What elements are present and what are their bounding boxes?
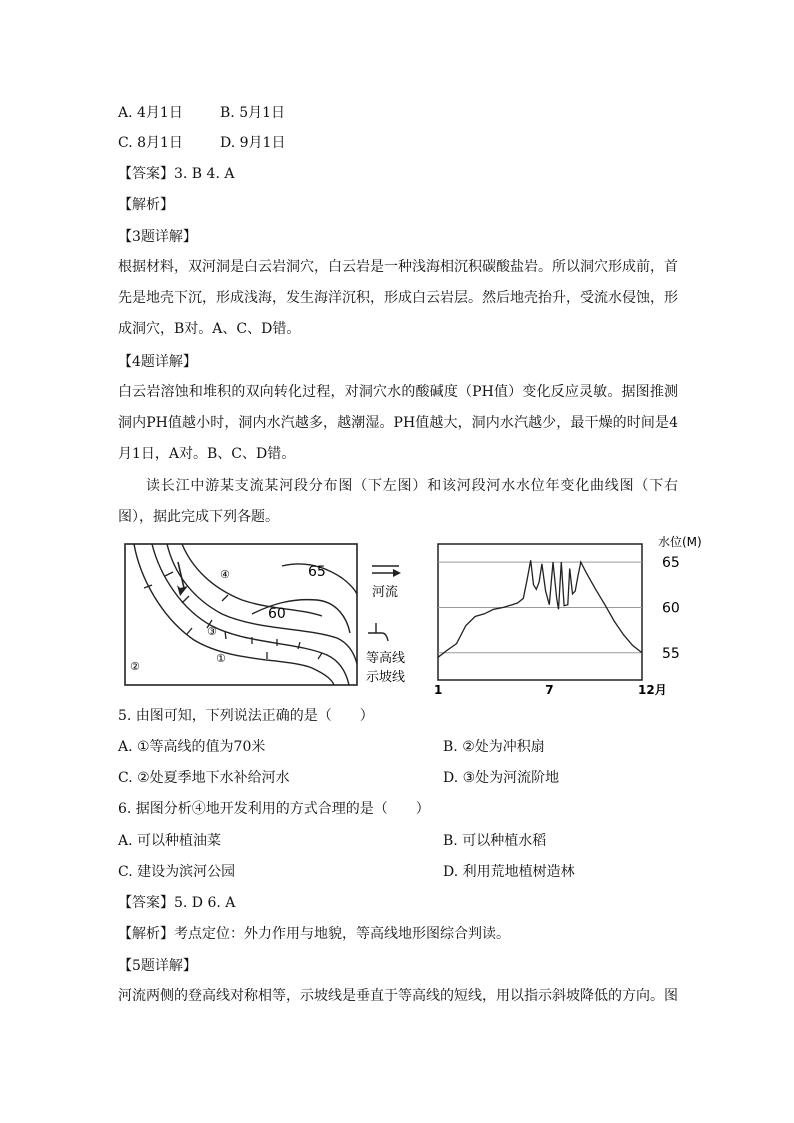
water-level-chart: [430, 532, 702, 697]
map-mark-2: ②: [130, 660, 140, 673]
q5-option-c: C. ②处夏季地下水补给河水: [118, 770, 290, 786]
answer-line-1: 【答案】3. B 4. A: [118, 166, 235, 182]
q4-option-a: A. 4月1日: [118, 105, 183, 121]
q3-detail-heading: 【3题详解】: [118, 229, 197, 245]
y-tick-label: 55: [662, 645, 680, 662]
q6-option-d: D. 利用荒地植树造林: [443, 864, 575, 880]
contour-label-60: 60: [268, 606, 286, 622]
legend-river-label: 河流: [372, 585, 399, 600]
x-tick-label: 1: [434, 683, 443, 697]
q5-option-d: D. ③处为河流阶地: [443, 770, 560, 786]
legend-slope-label: 示坡线: [366, 670, 406, 685]
q5-option-a: A. ①等高线的值为70米: [118, 739, 266, 755]
map-mark-4: ④: [220, 568, 230, 581]
q4-option-b: B. 5月1日: [220, 105, 286, 121]
x-tick-label: 7: [545, 683, 554, 697]
q5-stem: 5. 由图可知，下列说法正确的是（ ）: [118, 708, 374, 724]
q4-detail-text: 白云岩溶蚀和堆积的双向转化过程，对洞穴水的酸碱度（PH值）变化反应灵敏。据图推测洞内PH值越小时，洞内水汽越多，越潮湿。PH值越大，洞内水汽越少，最干燥的时间是4月1日，A对。B、C、D错。: [118, 384, 678, 462]
water-level-series-line: [438, 560, 642, 657]
intro-paragraph: 读长江中游某支流某河段分布图（下左图）和该河段河水水位年变化曲线图（下右图），据此完成下列各题。: [118, 478, 678, 525]
answer-line-2: 【答案】5. D 6. A: [118, 895, 236, 911]
q4-detail-heading: 【4题详解】: [118, 354, 197, 370]
map-mark-1: ①: [216, 652, 226, 665]
contour-label-65: 65: [308, 564, 326, 580]
q5-detail-text: 河流两侧的登高线对称相等，示坡线是垂直于等高线的短线，用以指示斜坡降低的方向。图: [118, 988, 678, 1004]
q5-option-b: B. ②处为冲积扇: [443, 739, 545, 755]
q6-option-a: A. 可以种植油菜: [118, 833, 222, 849]
x-tick-label: 12月: [638, 683, 667, 697]
y-tick-label: 65: [662, 555, 680, 572]
chart-frame: [438, 544, 642, 680]
q4-option-c: C. 8月1日: [118, 135, 183, 151]
flow-arrow-head: [177, 585, 188, 596]
legend-contour-label: 等高线: [366, 651, 406, 666]
contour-bank-outer: [134, 544, 334, 685]
q5-detail-heading: 【5题详解】: [118, 958, 197, 974]
contour-60-line: [252, 600, 350, 633]
analysis-heading-1: 【解析】: [118, 197, 174, 213]
y-tick-label: 60: [662, 600, 680, 617]
q6-option-c: C. 建设为滨河公园: [118, 864, 236, 880]
q4-option-d: D. 9月1日: [220, 135, 286, 151]
q6-stem: 6. 据图分析④地开发利用的方式合理的是（ ）: [118, 801, 430, 817]
chart-ylabel: 水位(M): [658, 535, 702, 549]
contour-bank-3: [182, 544, 322, 616]
q6-option-b: B. 可以种植水稻: [443, 833, 547, 849]
map-mark-3: ③: [207, 625, 217, 638]
river-contour-map: [122, 538, 412, 690]
contour-bank-2: [167, 544, 357, 664]
q3-detail-text: 根据材料，双河洞是白云岩洞穴，白云岩是一种浅海相沉积碳酸盐岩。所以洞穴形成前，首先是地壳下沉，形成浅海，发生海洋沉积，形成白云岩层。然后地壳抬升，受流水侵蚀，形成洞穴，B对。A、C、D错。: [118, 259, 678, 337]
analysis-heading-2: 【解析】考点定位：外力作用与地貌，等高线地形图综合判读。: [118, 926, 510, 942]
